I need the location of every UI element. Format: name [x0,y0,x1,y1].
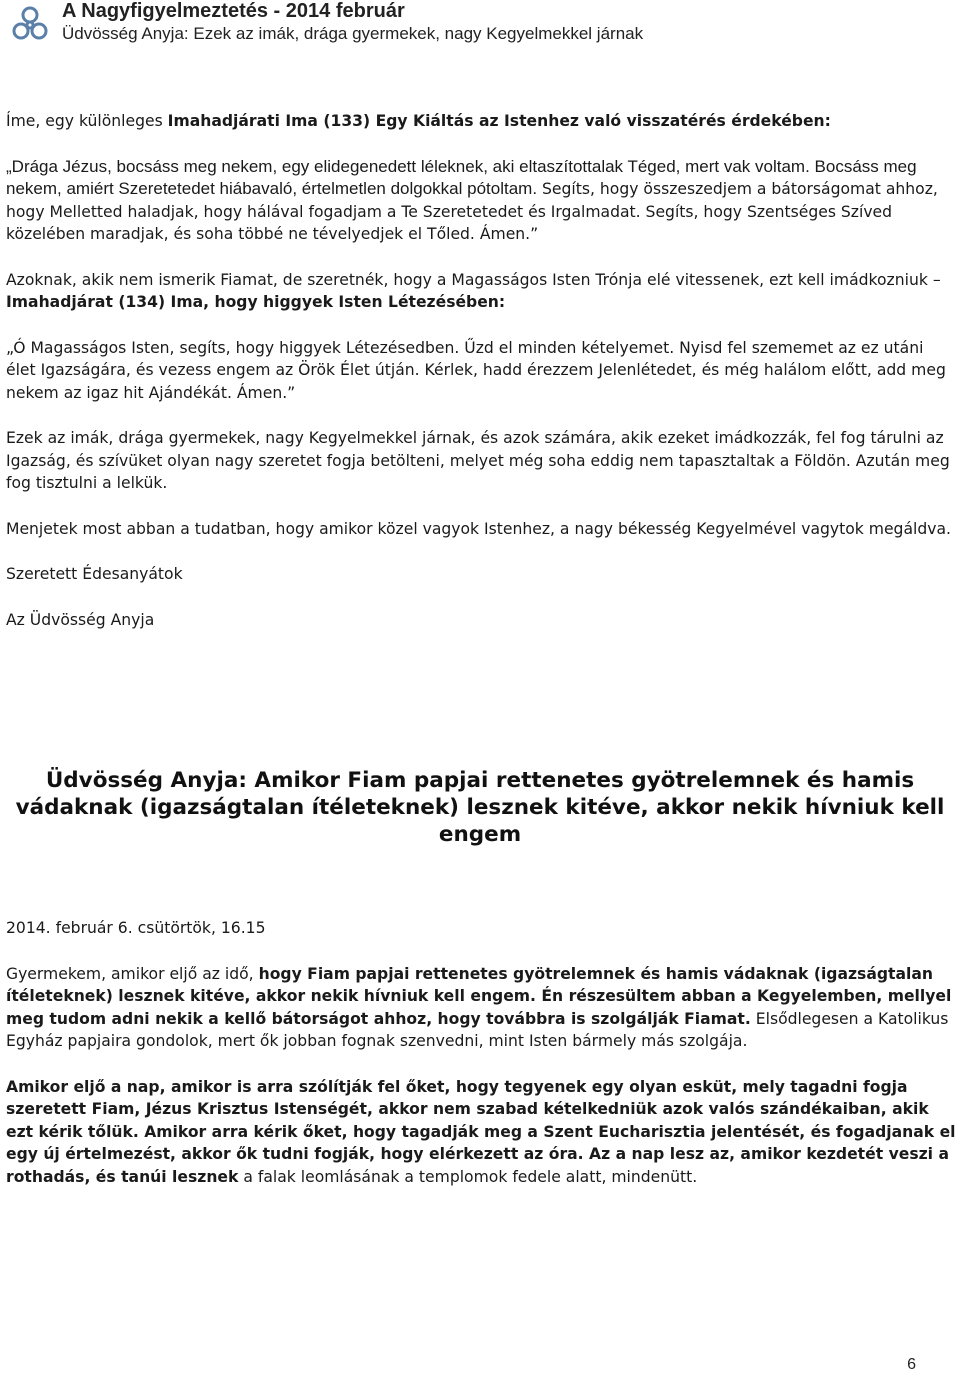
header-subtitle: Üdvösség Anyja: Ezek az imák, drága gyermekek, nagy Kegyelmekkel járnak [62,24,644,43]
article-paragraph-1 [6,963,956,1053]
article-paragraph-2 [6,1076,956,1189]
article-body [6,917,956,1211]
page-header [0,0,960,48]
article-p1-lead: Gyermekem, amikor eljő az idő, [6,964,259,983]
triple-spiral-icon [8,4,52,44]
paragraph-graces: Ezek az imák, drága gyermekek, nagy Kegyelmekkel járnak, és azok számára, akik ezeket imádkozzák, fel fog tárulni az Igazság, és szívüket olyan nagy szeretet fogja betölteni, melyet még soha eddig nem tapasztaltak a Földön. Azután meg fog tisztulni a lelkük. [6,429,950,492]
prayer-134-intro [6,269,956,314]
article-p1-bold: hogy Fiam papjai rettenetes gyötrelemnek és hamis vádaknak (igazságtalan ítéleteknek) lesznek kitéve, akkor nekik hívniuk kell engem. Én részesültem abban a Kegyelemben, mellyel meg tudom adni nekik a kellő bátorságot ahhoz, hogy továbbra is szolgálják Fiamat. [6,964,952,1028]
signature: Az Üdvösség Anyja [6,610,155,629]
article-p2-tail: a falak leomlásának a templomok fedele alatt, mindenütt. [238,1167,698,1186]
message-body [6,110,956,654]
article-title: Üdvösség Anyja: Amikor Fiam papjai rettenetes gyötrelemnek és hamis vádaknak (igazságtalan ítéleteknek) lesznek kitéve, akkor nekik hívniuk kell engem [15,768,945,847]
page-number: 6 [907,1356,916,1373]
prayer-133-title: Imahadjárati Ima (133) Egy Kiáltás az Istenhez való visszatérés érdekében: [167,112,831,130]
prayer-134-title: Imahadjárat (134) Ima, hogy higgyek Isten Létezésében: [6,293,506,311]
prayer-134-text: „Ó Magasságos Isten, segíts, hogy higgyek Létezésedben. Űzd el minden kételyemet. Nyisd fel szememet az ez utáni élet Igazságára, és vezess engem az Örök Élet útján. Kérlek, hadd érezzem Jelenlétedet, és még halálom előtt, add meg nekem az igaz hit Ajándékát. Ámen.” [6,338,946,402]
prayer-133-text [6,156,956,246]
prayer-133-part2: Segíts, hogy összeszedjem a bátorságomat ahhoz, hogy Melletted haladjak, hogy hálával fogadjam a Te Szeretetedet és Irgalmadat. Segíts, hogy Szentséges Szíved közelében maradjak, és soha többé ne tévelyedjek el Tőled. Ámen.” [6,180,938,243]
article-p2-bold: Amikor eljő a nap, amikor is arra szólítják fel őket, hogy tegyenek egy olyan esküt, mely tagadni fogja szeretett Fiam, Jézus Krisztus Istenségét, akkor nem szabad kételkedniük azok valós szándékaiban, akik ezt kérik tőlük. Amikor arra kérik őket, hogy tagadják meg a Szent Eucharisztia jelentését, és fogadjanak el egy új értelmezést, akkor ők tudni fogják, hogy elérkezett az óra. Az a nap lesz az, amikor kezdetét veszi a rothadás, és tanúi lesznek [6,1077,956,1186]
intro-paragraph [6,110,956,133]
prayer-134-lead: Azoknak, akik nem ismerik Fiamat, de szeretnék, hogy a Magasságos Isten Trónja elé vitessenek, ezt kell imádkozniuk – [6,270,941,289]
prayer-133-part1: „Drága Jézus, bocsáss meg nekem, egy elidegenedett léleknek, aki eltaszítottalak Téged, mert vak voltam. Bocsáss meg nekem, amiért Szeretetedet hiábavaló, értelmetlen dolgokkal pótoltam. [6,156,917,198]
intro-text: Íme, egy különleges [6,112,168,130]
article-date: 2014. február 6. csütörtök, 16.15 [6,919,266,937]
header-title: A Nagyfigyelmeztetés - 2014 február [62,0,405,22]
paragraph-peace: Menjetek most abban a tudatban, hogy amikor közel vagyok Istenhez, a nagy békesség Kegyelmével vagytok megáldva. [6,519,951,538]
article-p1-tail: Elsődlegesen a Katolikus Egyház papjaira gondolok, mert ők jobban fognak szenvedni, mint Isten bármely más szolgája. [6,1009,949,1050]
closing-greeting: Szeretett Édesanyátok [6,565,183,583]
